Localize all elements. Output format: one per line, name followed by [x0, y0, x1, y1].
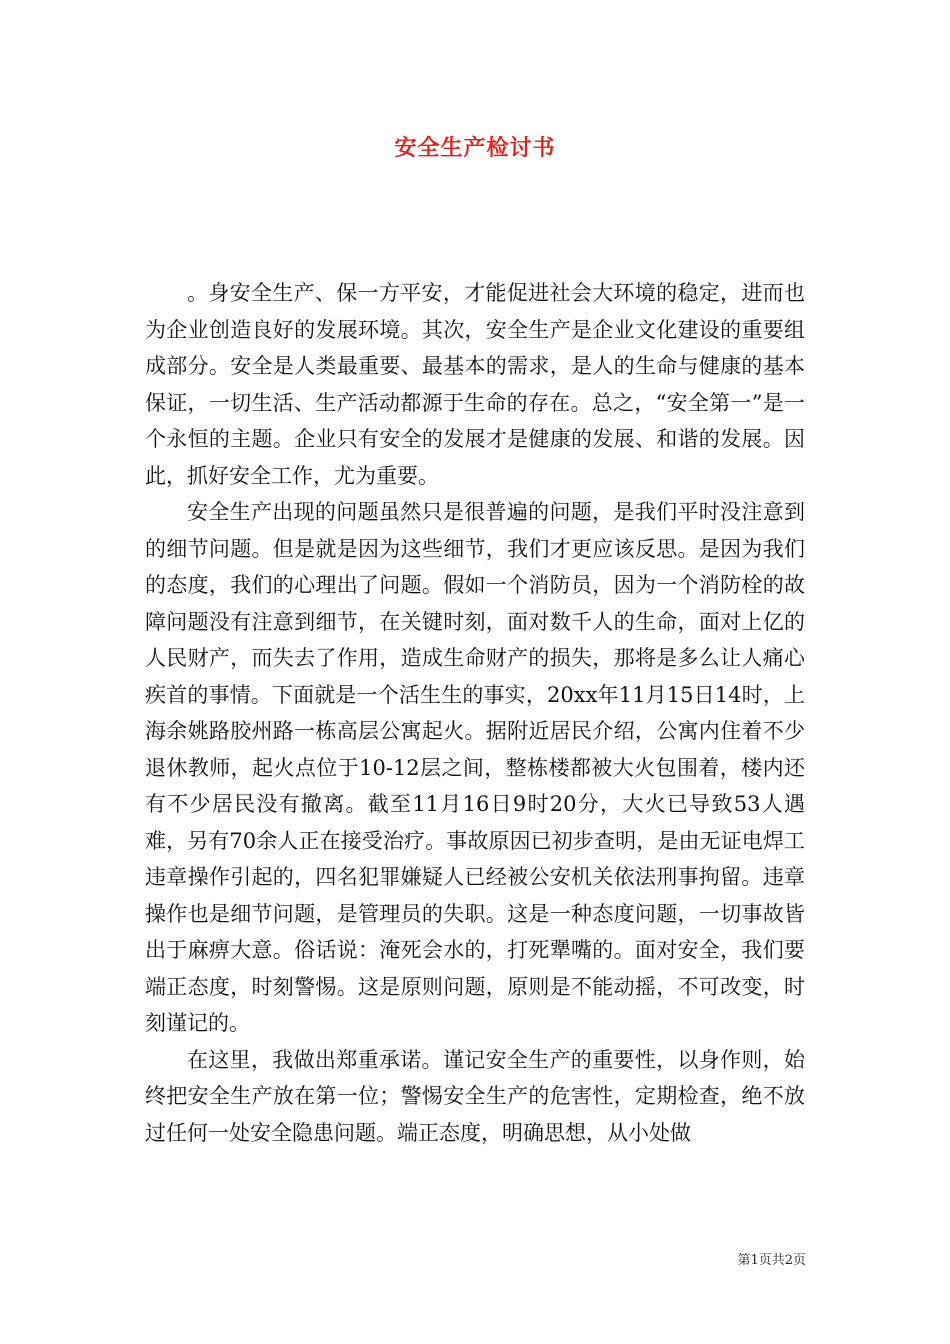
page-footer	[0, 1249, 806, 1268]
document-title: 安全生产检讨书	[394, 135, 556, 161]
paragraph-3: 在这里，我做出郑重承诺。谨记安全生产的重要性，以身作则，始终把安全生产放在第一位；警惕安全生产的危害性，定期检查，绝不放过任何一处安全隐患问题。端正态度，明确思想，从小处做	[145, 1047, 805, 1145]
paragraph-1: 。身安全生产、保一方平安，才能促进社会大环境的稳定，进而也为企业创造良好的发展环境。其次，安全生产是企业文化建设的重要组成部分。安全是人类最重要、最基本的需求，是人的生命与健康的基本保证，一切生活、生产活动都源于生命的存在。总之，“安全第一”是一个永恒的主题。企业只有安全的发展才是健康的发展、和谐的发展。因此，抓好安全工作，尤为重要。	[145, 281, 805, 488]
paragraph-2: 安全生产出现的问题虽然只是很普遍的问题，是我们平时没注意到的细节问题。但是就是因为这些细节，我们才更应该反思。是因为我们的态度，我们的心理出了问题。假如一个消防员，因为一个消防栓的故障问题没有注意到细节，在关键时刻，面对数千人的生命，面对上亿的人民财产，而失去了作用，造成生命财产的损失，那将是多么让人痛心疾首的事情。下面就是一个活生生的事实，20xx年11月15日14时，上海余姚路胶州路一栋高层公寓起火。据附近居民介绍，公寓内住着不少退休教师，起火点位于10-12层之间，整栋楼都被大火包围着，楼内还有不少居民没有撤离。截至11月16日9时20分，大火已导致53人遇难，另有70余人正在接受治疗。事故原因已初步查明，是由无证电焊工违章操作引起的，四名犯罪嫌疑人已经被公安机关依法刑事拘留。违章操作也是细节问题，是管理员的失职。这是一种态度问题，一切事故皆出于麻痹大意。俗话说：淹死会水的，打死犟嘴的。面对安全，我们要端正态度，时刻警惕。这是原则问题，原则是不能动摇，不可改变，时刻谨记的。	[145, 500, 805, 1035]
page-number-label: 第1页共2页	[737, 1253, 806, 1268]
document-body	[145, 275, 805, 1151]
